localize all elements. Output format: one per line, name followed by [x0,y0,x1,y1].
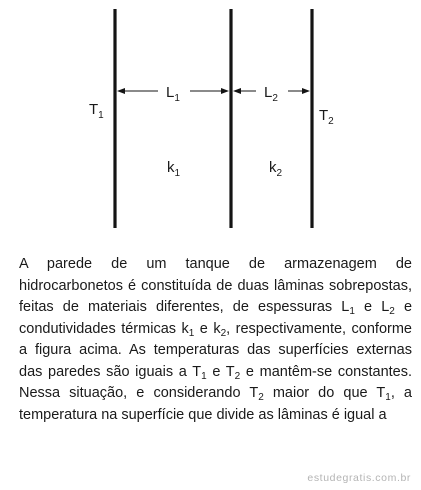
label-L2: $L_2$ [264,84,278,104]
text-run: e mantêm-se constantes. Nessa situação, e considerando T [19,363,413,401]
text-run: , respectivamente, conforme a figura acima. As temperaturas das superfícies externas das paredes são iguais a T [19,320,412,380]
label-L1: $L_1$ [166,84,180,104]
subscript: 1 [201,370,207,382]
subscript: 1 [349,306,355,317]
subscript: 1 [385,392,391,403]
subscript: 2 [234,370,241,382]
text-run: maior do que T [263,385,386,401]
subscript: 1 [188,327,195,339]
subscript: 2 [258,392,264,403]
subscript: 2 [389,306,395,317]
question-text [19,254,412,426]
text-run: e k [194,320,221,337]
text-run: e T [206,363,235,380]
label-k2: $k_2$ [269,159,283,179]
subscript: 2 [220,327,227,339]
text-run: e L [354,299,390,315]
watermark: estudegratis.com.br [307,472,411,484]
text-run: A parede de um tanque de armazenagem de hidrocarbonetos é constituída de duas lâminas sobrepostas, feitas de materiais diferentes, de espessuras L [19,256,412,315]
label-T2: $T_2$ [319,107,334,127]
text-run: e condutividades térmicas k [19,299,413,337]
label-k1: $k_1$ [167,159,181,179]
text-run: , a temperatura na superfície que divide as lâminas é igual a [19,385,412,423]
label-T1: $T_1$ [89,101,104,121]
